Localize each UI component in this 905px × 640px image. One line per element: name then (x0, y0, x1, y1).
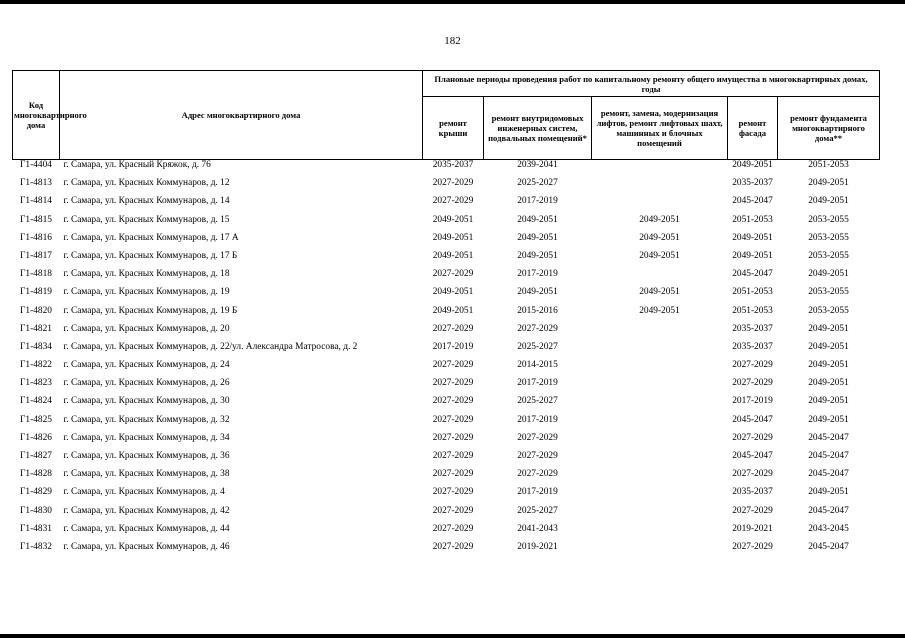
row-roof: 2027-2029 (432, 378, 474, 389)
row-code: Г1-4825 (20, 414, 52, 425)
row-address: г. Самара, ул. Красных Коммунаров, д. 17 А (63, 232, 239, 243)
row-foundation: 2053-2055 (808, 250, 849, 261)
row-lifts (592, 451, 728, 469)
row-code: Г1-4834 (20, 341, 52, 352)
row-facade: 2035-2037 (732, 323, 773, 334)
row-address: г. Самара, ул. Красных Коммунаров, д. 36 (63, 451, 230, 461)
row-roof: 2027-2029 (432, 505, 474, 516)
row-code: Г1-4829 (20, 487, 52, 498)
row-address: г. Самара, ул. Красных Коммунаров, д. 24 (63, 360, 230, 371)
row-code: Г1-4826 (20, 432, 52, 443)
row-foundation: 2049-2051 (808, 341, 849, 352)
row-systems: 2015-2016 (517, 305, 558, 316)
row-code: Г1-4831 (20, 523, 52, 534)
row-lifts (592, 506, 728, 524)
row-systems: 2025-2027 (517, 505, 558, 516)
row-roof: 2035-2037 (432, 160, 474, 170)
row-roof: 2027-2029 (432, 323, 474, 334)
row-address: г. Самара, ул. Красных Коммунаров, д. 32 (63, 414, 230, 425)
row-address: г. Самара, ул. Красных Коммунаров, д. 19 Б (63, 305, 238, 316)
row-lifts (592, 469, 728, 487)
row-code: Г1-4820 (20, 305, 52, 316)
row-foundation: 2049-2051 (808, 323, 849, 334)
row-foundation: 2051-2053 (808, 160, 849, 170)
row-systems: 2025-2027 (517, 396, 558, 407)
row-roof: 2027-2029 (432, 432, 474, 443)
header-code: Код многоквартирного дома (13, 71, 60, 160)
row-systems: 2017-2019 (517, 196, 558, 207)
table-row (13, 433, 880, 451)
row-systems: 2039-2041 (517, 160, 558, 170)
row-lifts (592, 487, 728, 505)
row-address: г. Самара, ул. Красных Коммунаров, д. 19 (63, 287, 230, 298)
row-address: г. Самара, ул. Красных Коммунаров, д. 38 (63, 469, 230, 480)
row-facade: 2045-2047 (732, 451, 773, 461)
row-code: Г1-4813 (20, 178, 52, 189)
bottom-rule (0, 634, 905, 638)
table-row (13, 378, 880, 396)
row-systems: 2017-2019 (517, 269, 558, 280)
row-code: Г1-4823 (20, 378, 52, 389)
page-number: 182 (444, 35, 461, 47)
row-lifts (592, 342, 728, 360)
row-facade: 2045-2047 (732, 269, 773, 280)
row-address: г. Самара, ул. Красных Коммунаров, д. 14 (63, 196, 230, 207)
row-facade: 2045-2047 (732, 196, 773, 207)
row-roof: 2027-2029 (432, 360, 474, 371)
row-foundation: 2045-2047 (808, 469, 849, 480)
row-foundation: 2045-2047 (808, 505, 849, 516)
table-body (13, 160, 880, 561)
row-roof: 2027-2029 (432, 469, 474, 480)
row-code: Г1-4815 (20, 214, 52, 225)
row-roof: 2027-2029 (432, 414, 474, 425)
row-address: г. Самара, ул. Красных Коммунаров, д. 20 (63, 323, 230, 334)
row-roof: 2027-2029 (432, 541, 474, 552)
table-row (13, 469, 880, 487)
header-roof: ремонт крыши (423, 97, 484, 160)
header-address: Адрес многоквартирного дома (60, 71, 423, 160)
header-lifts: ремонт, замена, модернизация лифтов, ремонт лифтовых шахт, машинных и блочных помещений (592, 97, 728, 160)
row-roof: 2049-2051 (432, 214, 474, 225)
row-code: Г1-4827 (20, 451, 52, 461)
row-code: Г1-4819 (20, 287, 52, 298)
header-systems: ремонт внутридомовых инженерных систем, подвальных помещений* (484, 97, 592, 160)
row-roof: 2027-2029 (432, 196, 474, 207)
row-systems: 2049-2051 (517, 250, 558, 261)
row-foundation: 2049-2051 (808, 414, 849, 425)
row-facade: 2051-2053 (732, 214, 773, 225)
row-foundation: 2049-2051 (808, 178, 849, 189)
row-foundation: 2043-2045 (808, 523, 849, 534)
row-address: г. Самара, ул. Красных Коммунаров, д. 18 (63, 269, 230, 280)
row-facade: 2051-2053 (732, 305, 773, 316)
row-facade: 2017-2019 (732, 396, 773, 407)
row-foundation: 2053-2055 (808, 305, 849, 316)
row-facade: 2049-2051 (732, 250, 773, 261)
header-foundation: ремонт фундамента многоквартирного дома** (778, 97, 880, 160)
table-row (13, 233, 880, 251)
row-code: Г1-4832 (20, 541, 52, 552)
row-facade: 2027-2029 (732, 469, 773, 480)
table-row (13, 342, 880, 360)
row-lifts (592, 178, 728, 196)
table-row (13, 524, 880, 542)
table-row (13, 251, 880, 269)
row-lifts (592, 196, 728, 214)
row-code: Г1-4824 (20, 396, 52, 407)
row-address: г. Самара, ул. Красных Коммунаров, д. 30 (63, 396, 230, 407)
row-systems: 2027-2029 (517, 469, 558, 480)
row-address: г. Самара, ул. Красных Коммунаров, д. 34 (63, 432, 230, 443)
row-facade: 2035-2037 (732, 341, 773, 352)
row-systems: 2019-2021 (517, 541, 558, 552)
row-roof: 2027-2029 (432, 396, 474, 407)
table-row (13, 487, 880, 505)
row-address: г. Самара, ул. Красных Коммунаров, д. 46 (63, 541, 230, 552)
table-row (13, 287, 880, 305)
row-code: Г1-4822 (20, 360, 52, 371)
row-facade: 2019-2021 (732, 523, 773, 534)
table-row (13, 451, 880, 469)
table-row (13, 542, 880, 560)
row-systems: 2049-2051 (517, 232, 558, 243)
row-systems: 2049-2051 (517, 214, 558, 225)
row-systems: 2017-2019 (517, 487, 558, 498)
table-row (13, 178, 880, 196)
row-systems: 2014-2015 (517, 360, 558, 371)
row-roof: 2027-2029 (432, 487, 474, 498)
row-foundation: 2053-2055 (808, 287, 849, 298)
row-lifts: 2049-2051 (639, 287, 680, 298)
row-facade: 2035-2037 (732, 178, 773, 189)
row-systems: 2017-2019 (517, 414, 558, 425)
row-lifts (592, 524, 728, 542)
table-row (13, 324, 880, 342)
row-lifts: 2049-2051 (639, 214, 680, 225)
row-lifts (592, 396, 728, 414)
row-roof: 2049-2051 (432, 287, 474, 298)
row-systems: 2049-2051 (517, 287, 558, 298)
row-lifts (592, 160, 728, 179)
table-row (13, 215, 880, 233)
table-row (13, 506, 880, 524)
row-roof: 2027-2029 (432, 269, 474, 280)
row-foundation: 2049-2051 (808, 196, 849, 207)
row-lifts (592, 433, 728, 451)
row-systems: 2025-2027 (517, 178, 558, 189)
table-row (13, 160, 880, 179)
row-foundation: 2045-2047 (808, 541, 849, 552)
row-facade: 2027-2029 (732, 541, 773, 552)
row-facade: 2045-2047 (732, 414, 773, 425)
row-address: г. Самара, ул. Красных Коммунаров, д. 44 (63, 523, 230, 534)
row-address: г. Самара, ул. Красных Коммунаров, д. 26 (63, 378, 230, 389)
row-address: г. Самара, ул. Красных Коммунаров, д. 15 (63, 214, 230, 225)
row-lifts (592, 269, 728, 287)
row-lifts (592, 378, 728, 396)
row-lifts (592, 542, 728, 560)
row-facade: 2027-2029 (732, 360, 773, 371)
table-row (13, 196, 880, 214)
header-periods: Плановые периоды проведения работ по капитальному ремонту общего имущества в многоквартирных домах, годы (423, 71, 880, 97)
row-lifts: 2049-2051 (639, 250, 680, 261)
row-lifts: 2049-2051 (639, 305, 680, 316)
table-row (13, 269, 880, 287)
row-systems: 2027-2029 (517, 323, 558, 334)
row-facade: 2049-2051 (732, 160, 773, 170)
table-row (13, 415, 880, 433)
row-foundation: 2053-2055 (808, 214, 849, 225)
row-facade: 2049-2051 (732, 232, 773, 243)
row-code: Г1-4821 (20, 323, 52, 334)
row-roof: 2049-2051 (432, 305, 474, 316)
repair-schedule-table (12, 70, 880, 560)
row-facade: 2051-2053 (732, 287, 773, 298)
row-facade: 2027-2029 (732, 378, 773, 389)
row-roof: 2027-2029 (432, 178, 474, 189)
row-facade: 2027-2029 (732, 505, 773, 516)
row-foundation: 2045-2047 (808, 451, 849, 461)
row-roof: 2027-2029 (432, 523, 474, 534)
row-roof: 2049-2051 (432, 232, 474, 243)
row-foundation: 2049-2051 (808, 487, 849, 498)
row-systems: 2027-2029 (517, 451, 558, 461)
row-foundation: 2049-2051 (808, 378, 849, 389)
row-address: г. Самара, ул. Красных Коммунаров, д. 42 (63, 505, 230, 516)
row-code: Г1-4817 (20, 250, 52, 261)
row-foundation: 2053-2055 (808, 232, 849, 243)
row-code: Г1-4814 (20, 196, 52, 207)
row-roof: 2027-2029 (432, 451, 474, 461)
row-code: Г1-4404 (20, 160, 52, 170)
row-lifts: 2049-2051 (639, 232, 680, 243)
row-facade: 2035-2037 (732, 487, 773, 498)
row-lifts (592, 415, 728, 433)
row-systems: 2017-2019 (517, 378, 558, 389)
row-systems: 2041-2043 (517, 523, 558, 534)
row-systems: 2025-2027 (517, 341, 558, 352)
table-row (13, 396, 880, 414)
row-roof: 2017-2019 (432, 341, 474, 352)
row-lifts (592, 324, 728, 342)
row-code: Г1-4830 (20, 505, 52, 516)
row-lifts (592, 360, 728, 378)
top-rule (0, 0, 905, 4)
row-foundation: 2049-2051 (808, 269, 849, 280)
row-foundation: 2045-2047 (808, 432, 849, 443)
header-facade: ремонт фасада (728, 97, 778, 160)
row-facade: 2027-2029 (732, 432, 773, 443)
row-code: Г1-4828 (20, 469, 52, 480)
row-foundation: 2049-2051 (808, 360, 849, 371)
row-code: Г1-4818 (20, 269, 52, 280)
row-systems: 2027-2029 (517, 432, 558, 443)
row-address: г. Самара, ул. Красных Коммунаров, д. 12 (63, 178, 230, 189)
row-address: г. Самара, ул. Красных Коммунаров, д. 4 (63, 487, 225, 498)
row-code: Г1-4816 (20, 232, 52, 243)
table-row (13, 360, 880, 378)
row-address: г. Самара, ул. Красных Коммунаров, д. 22/ул. Александра Матросова, д. 2 (63, 341, 358, 352)
row-address: г. Самара, ул. Красных Коммунаров, д. 17 Б (63, 250, 238, 261)
row-foundation: 2049-2051 (808, 396, 849, 407)
row-address: г. Самара, ул. Красный Кряжок, д. 76 (63, 160, 211, 170)
table-row (13, 306, 880, 324)
row-roof: 2049-2051 (432, 250, 474, 261)
